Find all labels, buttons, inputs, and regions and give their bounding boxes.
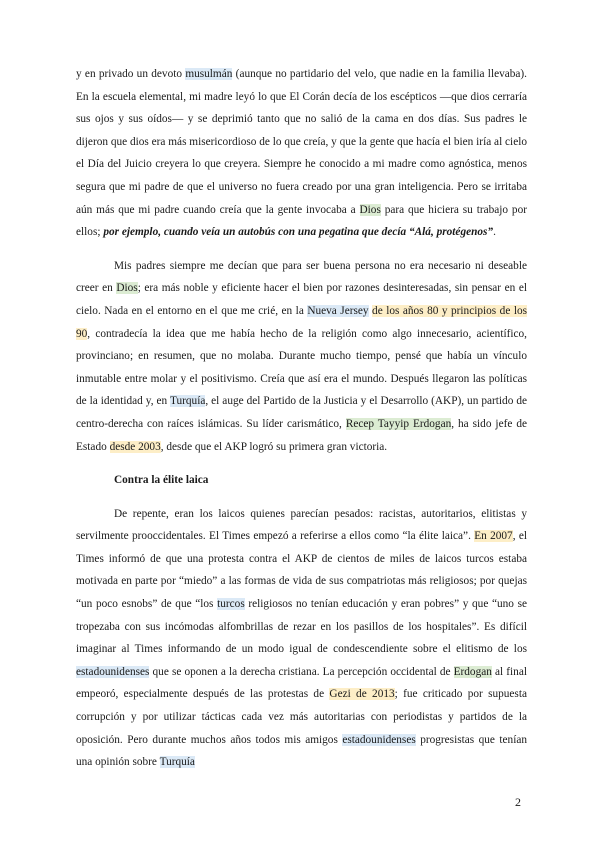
highlight-place: Turquía [159,756,195,769]
emphasis-text: por ejemplo, cuando veía un autobús con una pegatina que decía “Alá, protégenos” [103,226,494,239]
section-heading: Contra la élite laica [114,474,209,487]
paragraph: Mis padres siempre me decían que para ser buena persona no era necesario ni deseable creer en Dios; era más noble y eficiente hacer el bien por razones desinteresadas, sin pensar en el cielo. Nada en el entorno en el que me crié, en la Nueva Jersey de los años 80 y principios de los 90, contradecía la idea que me había hecho de la religión como algo innecesario, acientífico, provinciano; en resumen, que no molaba. Durante mucho tiempo, pensé que había un vínculo inmutable entre molar y el positivismo. Creía que así era el mundo. Después llegaron las políticas de la identidad y, en Turquía, el auge del Partido de la Justicia y el Desarrollo (AKP), un partido de centro-derecha con raíces islámicas. Su líder carismático, Recep Tayyip Erdogan, ha sido jefe de Estado desde 2003, desde que el AKP logró su primera gran victoria. [76,259,528,453]
highlight-place: Turquía [169,395,206,408]
highlight-place: estadounidenses [342,733,416,746]
highlight-date: desde 2003 [109,440,161,453]
paragraph: y en privado un devoto musulmán (aunque no partidario del velo, que nadie en la familia llevaba). En la escuela elemental, mi madre leyó lo que El Corán decía de los escépticos —que dios cerraría sus ojos y sus oídos— y se deprimió tanto que no salió de la cama en dos días. Sus padres le dijeron que dios era más misericordioso de lo que creía, y que la gente que hacía el bien iría al cielo el Día del Juicio creyera lo que creyera. Siempre he conocido a mi madre como agnóstica, menos segura que mi padre de que el universo no fuera creado por una gran inteligencia. Pero se irritaba aún más que mi padre cuando creía que la gente invocaba a Dios para que hiciera su trabajo por ellos; por ejemplo, cuando veía un autobús con una pegatina que decía “Alá, protégenos”. [76,68,528,239]
paragraph: De repente, eran los laicos quienes parecían pesados: racistas, autoritarios, elitistas y servilmente prooccidentales. El Times empezó a referirse a ellos como “la élite laica”. En 2007, el Times informó de que una protesta contra el AKP de cientos de miles de laicos turcos estaba motivada en parte por “miedo” a las formas de vida de sus compatriotas más religiosos; por quejas “un poco esnobs” de que “los turcos religiosos no tenían educación y eran pobres” y que “uno se tropezaba con sus incómodas alfombrillas de rezar en los pasillos de los hospitales”. Es difícil imaginar al Times informando de un modo igual de condescendiente sobre el elitismo de los estadounidenses que se oponen a la derecha cristiana. La percepción occidental de Erdogan al final empeoró, especialmente después de las protestas de Gezi de 2013; fue criticado por supuesta corrupción y por utilizar tácticas cada vez más autoritarias con periodistas y partidos de la oposición. Pero durante muchos años todos mis amigos estadounidenses progresistas que tenían una opinión sobre Turquía [76,507,528,769]
highlight-date: de los años 80 y principios de los 90 [76,304,528,340]
page-body [76,63,527,774]
highlight-place: turcos [217,598,245,611]
highlight-place: Nueva Jersey [307,304,369,317]
highlight-date: En 2007 [474,530,513,543]
highlight-place: estadounidenses [76,665,150,678]
highlight-name: Erdogan [453,665,492,678]
highlight-name: Dios [116,282,138,295]
page-number: 2 [515,795,521,809]
highlight-date: Gezi de 2013 [329,688,395,701]
highlight-name: Dios [359,203,381,216]
highlight-name: Recep Tayyip Erdogan [345,417,452,430]
highlight-place: musulmán [185,68,233,80]
